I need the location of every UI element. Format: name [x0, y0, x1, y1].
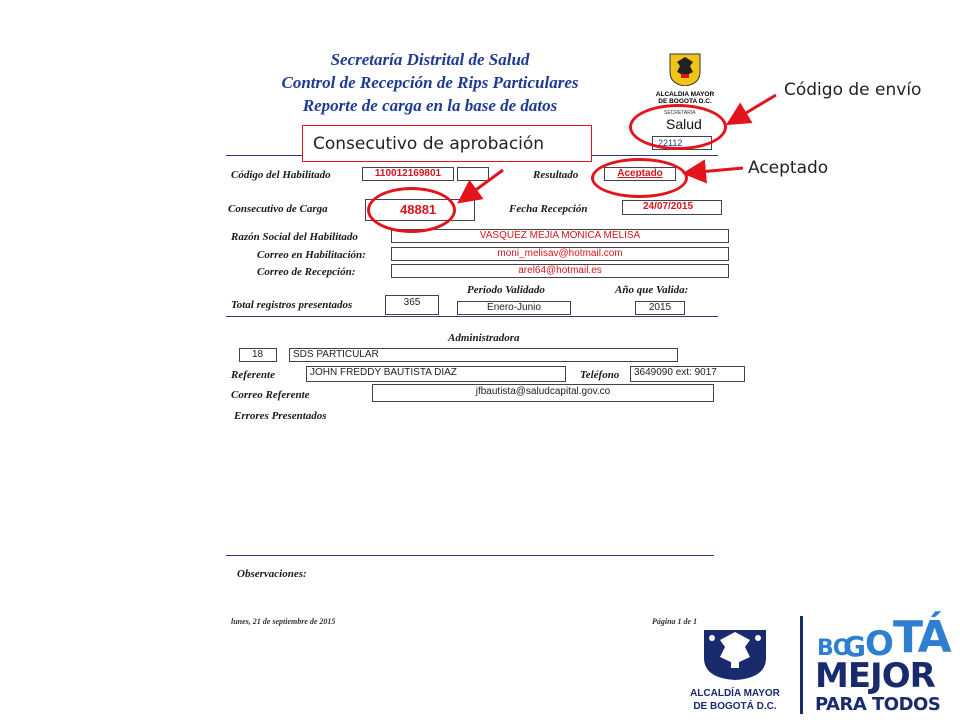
codigo-envio-arrow [731, 95, 776, 122]
aceptado-arrow [688, 168, 743, 173]
codigo-habilitado-label: Código del Habilitado [231, 169, 331, 181]
total-registros-label: Total registros presentados [231, 299, 353, 311]
consecutivo-carga-label: Consecutivo de Carga [228, 203, 328, 215]
brand-para-todos: PARA TODOS [815, 694, 941, 715]
consecutivo-callout-text: Consecutivo de aprobación [313, 134, 545, 154]
periodo-validado-label: Periodo Validado [467, 284, 545, 296]
fecha-recepcion-value: 24/07/2015 [622, 200, 722, 215]
brand-alcaldia-line1: ALCALDÍA MAYOR [690, 688, 780, 699]
aceptado-callout: Aceptado [748, 158, 829, 178]
alcaldia-brand [680, 626, 790, 716]
brand-alcaldia-line2: DE BOGOTÁ D.C. [693, 701, 777, 712]
fecha-recepcion-label: Fecha Recepción [509, 203, 588, 215]
administradora-name: SDS PARTICULAR [289, 348, 678, 362]
anio-valida-label: Año que Valida: [615, 284, 689, 296]
observaciones-label: Observaciones: [237, 568, 307, 580]
total-registros-value: 365 [385, 295, 439, 315]
telefono-value: 3649090 ext: 9017 [630, 366, 745, 382]
consecutivo-carga-value: 48881 [365, 199, 475, 221]
brand-mejor: MEJOR [815, 656, 935, 696]
correo-habilitacion-label: Correo en Habilitación: [257, 249, 366, 261]
referente-value: JOHN FREDDY BAUTISTA DIAZ [306, 366, 566, 382]
referente-label: Referente [231, 369, 275, 381]
administradora-label: Administradora [448, 332, 520, 344]
bogota-mejor-logo [815, 612, 955, 718]
resultado-label: Resultado [533, 169, 579, 181]
logo-alcaldia-line2: DE BOGOTA D.C. [658, 98, 712, 105]
codigo-envio-callout: Código de envío [784, 80, 922, 100]
brand-o: O [865, 624, 894, 664]
brand-divider [800, 616, 803, 714]
footer-date: lunes, 21 de septiembre de 2015 [231, 617, 336, 626]
doc-title-line3: Reporte de carga en la base de datos [302, 96, 558, 115]
periodo-value: Enero-Junio [457, 301, 571, 315]
brand-ta: TÁ [893, 612, 950, 663]
razon-social-value: VASQUEZ MEJIA MONICA MELISA [391, 229, 729, 243]
correo-recepcion-value: arel64@hotmail.es [391, 264, 729, 278]
brand-g: G [843, 630, 866, 663]
correo-habilitacion-value: moni_melisav@hotmail.com [391, 247, 729, 261]
doc-title-line2: Control de Recepción de Rips Particulares [281, 73, 579, 92]
administradora-code: 18 [239, 348, 277, 362]
logo-alcaldia-line1: ALCALDIA MAYOR [655, 91, 715, 98]
razon-social-label: Razón Social del Habilitado [231, 231, 358, 243]
consecutivo-arrow [462, 170, 503, 200]
bogota-shield-icon [680, 626, 790, 682]
logo-salud-label: Salud [666, 116, 702, 132]
doc-title-line1: Secretaría Distrital de Salud [330, 50, 530, 69]
correo-referente-label: Correo Referente [231, 389, 310, 401]
resultado-value: Aceptado [604, 167, 676, 181]
footer-page: Página 1 de 1 [652, 617, 698, 626]
telefono-label: Teléfono [580, 369, 620, 381]
anio-value: 2015 [635, 301, 685, 315]
correo-referente-value: jfbautista@saludcapital.gov.co [372, 384, 714, 402]
correo-recepcion-label: Correo de Recepción: [257, 266, 356, 278]
brand-bo: BO [817, 636, 851, 661]
logo-secretaria-label: SECRETARIA [664, 110, 696, 116]
errores-label: Errores Presentados [234, 410, 327, 422]
codigo-habilitado-value: 110012169801 [362, 167, 454, 181]
codigo-envio-box: 22112 [652, 136, 712, 150]
